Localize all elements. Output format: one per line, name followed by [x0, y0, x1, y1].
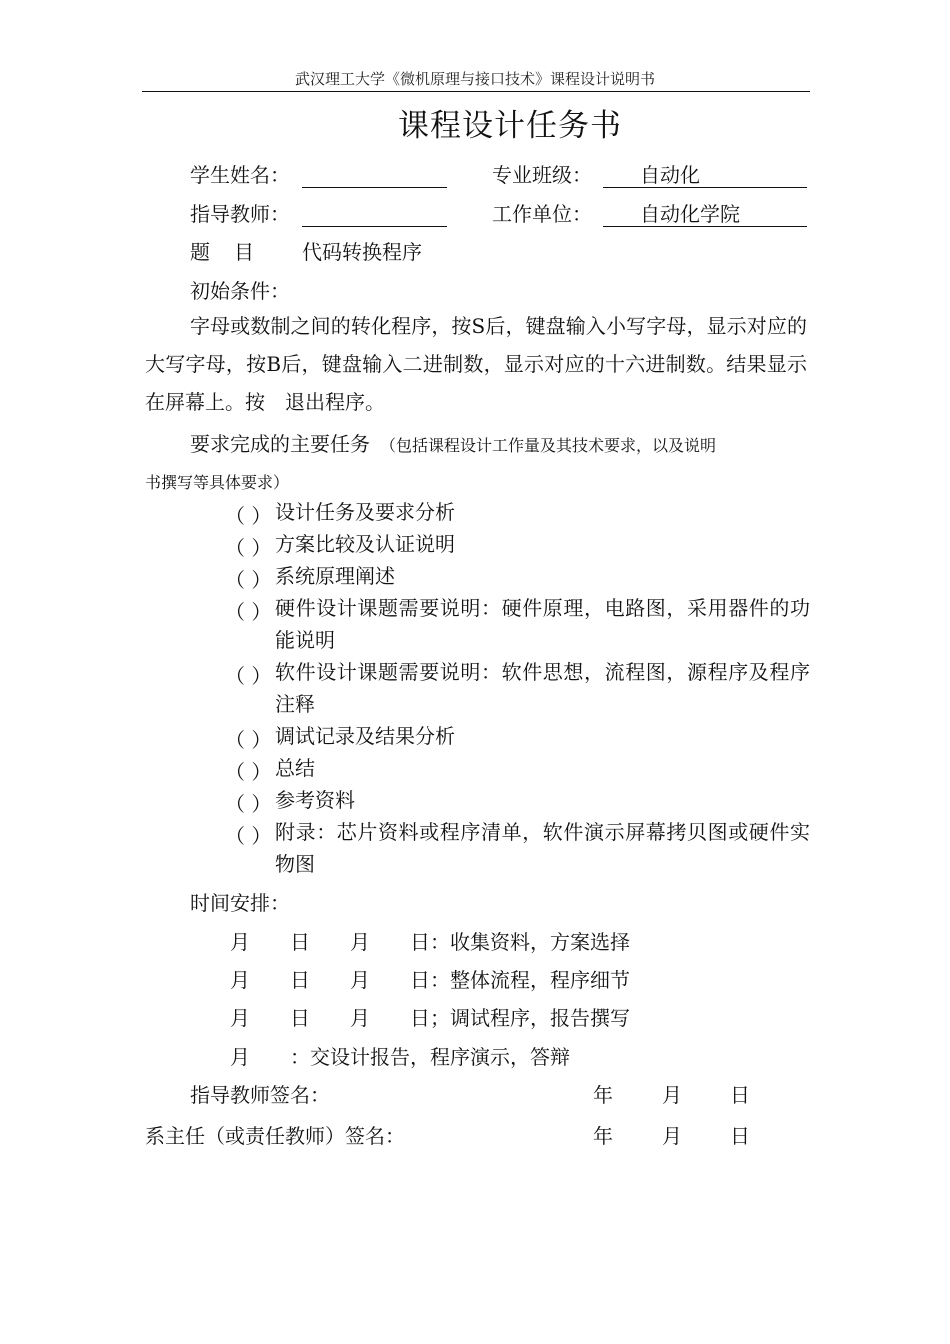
task-item: 设计任务及要求分析	[275, 500, 455, 524]
schedule-label: 时间安排：	[190, 891, 290, 915]
work-unit-label: 工作单位：	[492, 202, 592, 226]
task-number: （ ）	[225, 792, 272, 816]
task-number: （ ）	[225, 568, 272, 592]
task-item: 方案比较及认证说明	[275, 532, 455, 556]
schedule-line: 月 ：交设计报告，程序演示，答辩	[230, 1045, 570, 1069]
task-number: （ ）	[225, 824, 272, 848]
task-item: 硬件设计课题需要说明：硬件原理，电路图，采用器件的功能说明	[275, 596, 810, 652]
topic-label: 题 目	[190, 240, 256, 264]
student-name-field	[302, 187, 447, 188]
major-class-value: 自动化	[640, 163, 700, 187]
task-item: 软件设计课题需要说明：软件思想，流程图，源程序及程序注释	[275, 660, 810, 716]
work-unit-value: 自动化学院	[640, 202, 740, 226]
head-signature-label: 系主任（或责任教师）签名：	[145, 1124, 405, 1148]
requirements-label: 要求完成的主要任务	[190, 432, 370, 456]
major-class-field	[603, 187, 807, 188]
task-number: （ ）	[225, 536, 272, 560]
advisor-signature-month: 月	[662, 1083, 682, 1107]
advisor-label: 指导教师：	[190, 202, 290, 226]
head-signature-year: 年	[593, 1124, 613, 1148]
task-item: 调试记录及结果分析	[275, 724, 455, 748]
schedule-line: 月 日 月 日：收集资料，方案选择	[230, 930, 630, 954]
task-item: 参考资料	[275, 788, 355, 812]
requirements-note-end: 书撰写等具体要求）	[145, 473, 290, 492]
requirements-heading	[145, 425, 807, 465]
task-number: （ ）	[225, 760, 272, 784]
requirements-note-start: （包括课程设计工作量及其技术要求，以及说明	[380, 436, 717, 455]
task-item: 系统原理阐述	[275, 564, 395, 588]
schedule-line: 月 日 月 日；调试程序，报告撰写	[230, 1006, 630, 1030]
task-item: 总结	[275, 756, 315, 780]
task-number: （ ）	[225, 600, 272, 624]
head-signature-month: 月	[662, 1124, 682, 1148]
task-number: （ ）	[225, 728, 272, 752]
topic-value: 代码转换程序	[302, 240, 422, 264]
advisor-field	[302, 226, 447, 227]
page-title: 课程设计任务书	[398, 108, 622, 144]
task-number: （ ）	[225, 664, 272, 688]
running-header: 武汉理工大学《微机原理与接口技术》课程设计说明书	[294, 70, 655, 88]
initial-conditions-text: 字母或数制之间的转化程序，按S后，键盘输入小写字母，显示对应的大写字母，按B后，键盘输入二进制数，显示对应的十六进制数。结果显示在屏幕上。按 退出程序。	[145, 314, 807, 414]
head-signature-day: 日	[730, 1124, 750, 1148]
advisor-signature-day: 日	[730, 1083, 750, 1107]
advisor-signature-year: 年	[593, 1083, 613, 1107]
task-item: 附录：芯片资料或程序清单，软件演示屏幕拷贝图或硬件实物图	[275, 820, 810, 876]
major-class-label: 专业班级：	[492, 163, 592, 187]
schedule-line: 月 日 月 日：整体流程，程序细节	[230, 968, 630, 992]
advisor-signature-label: 指导教师签名：	[190, 1083, 330, 1107]
initial-conditions-label: 初始条件：	[190, 279, 290, 303]
task-number: （ ）	[225, 504, 272, 528]
student-name-label: 学生姓名：	[190, 163, 290, 187]
header-rule	[142, 91, 810, 92]
